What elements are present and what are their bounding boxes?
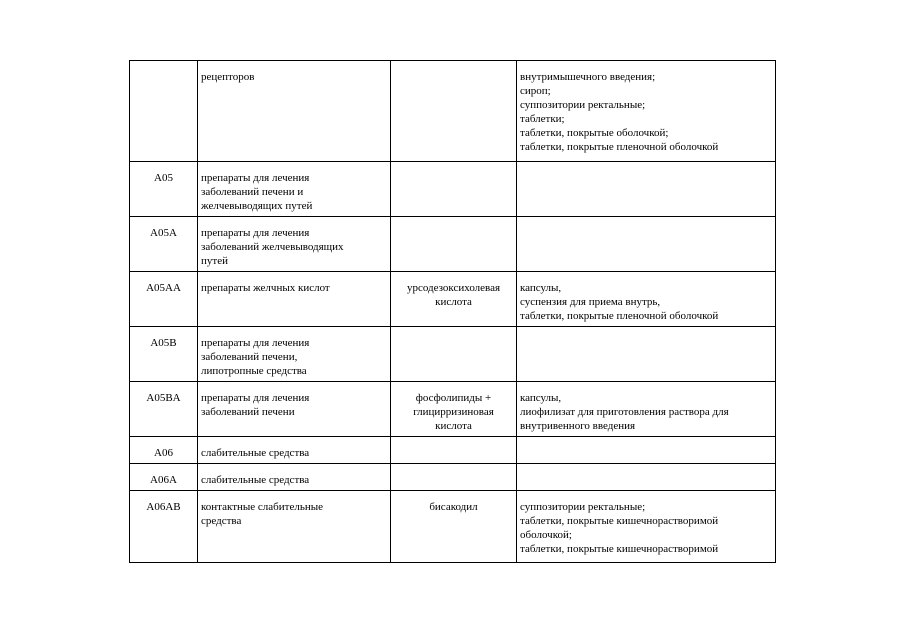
group-line: препараты для лечения bbox=[201, 337, 310, 349]
inn-line: урсодезоксихолевая bbox=[406, 282, 501, 294]
inn-cell bbox=[391, 437, 517, 464]
group-cell bbox=[198, 382, 391, 437]
dosage-form-line: капсулы, bbox=[520, 282, 562, 294]
atc-code: A06A bbox=[150, 474, 177, 486]
dosage-form-line: лиофилизат для приготовления раствора для bbox=[520, 406, 729, 418]
table-row bbox=[130, 382, 776, 437]
atc-code: A05A bbox=[150, 227, 177, 239]
dosage-form-line: таблетки, покрытые оболочкой; bbox=[520, 127, 669, 139]
dosage-form-cell bbox=[517, 437, 776, 464]
dosage-form-line: суппозитории ректальные; bbox=[520, 99, 646, 111]
dosage-form-line: суппозитории ректальные; bbox=[520, 501, 646, 513]
atc-code-cell bbox=[130, 217, 198, 272]
inn-cell bbox=[391, 61, 517, 162]
group-line: желчевыводящих путей bbox=[201, 200, 313, 212]
dosage-form-cell bbox=[517, 162, 776, 217]
drug-classification-table bbox=[129, 60, 776, 563]
group-line: заболеваний печени и bbox=[201, 186, 304, 198]
atc-code: A06 bbox=[154, 447, 173, 459]
inn-cell bbox=[391, 327, 517, 382]
group-line: препараты для лечения bbox=[201, 227, 310, 239]
atc-code: A06AB bbox=[146, 501, 181, 513]
group-line: липотропные средства bbox=[201, 365, 307, 377]
dosage-form-line: таблетки, покрытые пленочной оболочкой bbox=[520, 310, 719, 322]
table-row bbox=[130, 217, 776, 272]
inn-line: фосфолипиды + bbox=[415, 392, 492, 404]
group-line: препараты для лечения bbox=[201, 172, 310, 184]
atc-code-cell bbox=[130, 491, 198, 563]
inn-cell bbox=[391, 382, 517, 437]
dosage-form-line: капсулы, bbox=[520, 392, 562, 404]
dosage-form-cell bbox=[517, 464, 776, 491]
group-line: контактные слабительные bbox=[201, 501, 324, 513]
group-line: рецепторов bbox=[201, 71, 255, 83]
atc-code: A05B bbox=[150, 337, 177, 349]
atc-code-cell bbox=[130, 382, 198, 437]
table-row bbox=[130, 327, 776, 382]
dosage-form-cell bbox=[517, 382, 776, 437]
group-cell bbox=[198, 464, 391, 491]
group-cell bbox=[198, 491, 391, 563]
table-row bbox=[130, 162, 776, 217]
atc-code-cell bbox=[130, 272, 198, 327]
atc-code-cell bbox=[130, 464, 198, 491]
group-cell bbox=[198, 61, 391, 162]
group-line: препараты желчных кислот bbox=[201, 282, 330, 294]
dosage-form-line: сироп; bbox=[520, 85, 551, 97]
dosage-form-cell bbox=[517, 217, 776, 272]
group-cell bbox=[198, 162, 391, 217]
dosage-form-line: таблетки, покрытые кишечнорастворимой bbox=[520, 515, 719, 527]
group-cell bbox=[198, 217, 391, 272]
table-row bbox=[130, 61, 776, 162]
group-cell bbox=[198, 437, 391, 464]
dosage-form-cell bbox=[517, 272, 776, 327]
table-row bbox=[130, 272, 776, 327]
atc-code-cell bbox=[130, 61, 198, 162]
inn-cell bbox=[391, 464, 517, 491]
dosage-form-line: таблетки, покрытые пленочной оболочкой bbox=[520, 141, 719, 153]
atc-code: A05BA bbox=[146, 392, 181, 404]
inn-cell bbox=[391, 162, 517, 217]
inn-line: бисакодил bbox=[429, 501, 478, 513]
group-cell bbox=[198, 272, 391, 327]
group-line: путей bbox=[201, 255, 228, 267]
atc-code: A05AA bbox=[146, 282, 181, 294]
inn-cell bbox=[391, 491, 517, 563]
dosage-form-line: суспензия для приема внутрь, bbox=[520, 296, 661, 308]
group-line: заболеваний печени, bbox=[201, 351, 298, 363]
dosage-form-cell bbox=[517, 491, 776, 563]
table-body bbox=[130, 61, 776, 563]
atc-code-cell bbox=[130, 162, 198, 217]
table-row bbox=[130, 491, 776, 563]
group-cell bbox=[198, 327, 391, 382]
dosage-form-line: внутривенного введения bbox=[520, 420, 636, 432]
dosage-form-line: таблетки; bbox=[520, 113, 565, 125]
inn-cell bbox=[391, 217, 517, 272]
atc-code-cell bbox=[130, 327, 198, 382]
dosage-form-cell bbox=[517, 61, 776, 162]
dosage-form-line: таблетки, покрытые кишечнорастворимой bbox=[520, 543, 719, 555]
inn-line: кислота bbox=[435, 296, 472, 308]
atc-code-cell bbox=[130, 437, 198, 464]
group-line: средства bbox=[201, 515, 242, 527]
group-line: препараты для лечения bbox=[201, 392, 310, 404]
dosage-form-line: внутримышечного введения; bbox=[520, 71, 656, 83]
group-line: заболеваний желчевыводящих bbox=[201, 241, 344, 253]
group-line: слабительные средства bbox=[201, 447, 310, 459]
inn-line: глицирризиновая bbox=[413, 406, 494, 418]
dosage-form-cell bbox=[517, 327, 776, 382]
group-line: заболеваний печени bbox=[201, 406, 295, 418]
table-row bbox=[130, 464, 776, 491]
inn-cell bbox=[391, 272, 517, 327]
table-row bbox=[130, 437, 776, 464]
group-line: слабительные средства bbox=[201, 474, 310, 486]
inn-line: кислота bbox=[435, 420, 472, 432]
dosage-form-line: оболочкой; bbox=[520, 529, 572, 541]
atc-code: A05 bbox=[154, 172, 173, 184]
